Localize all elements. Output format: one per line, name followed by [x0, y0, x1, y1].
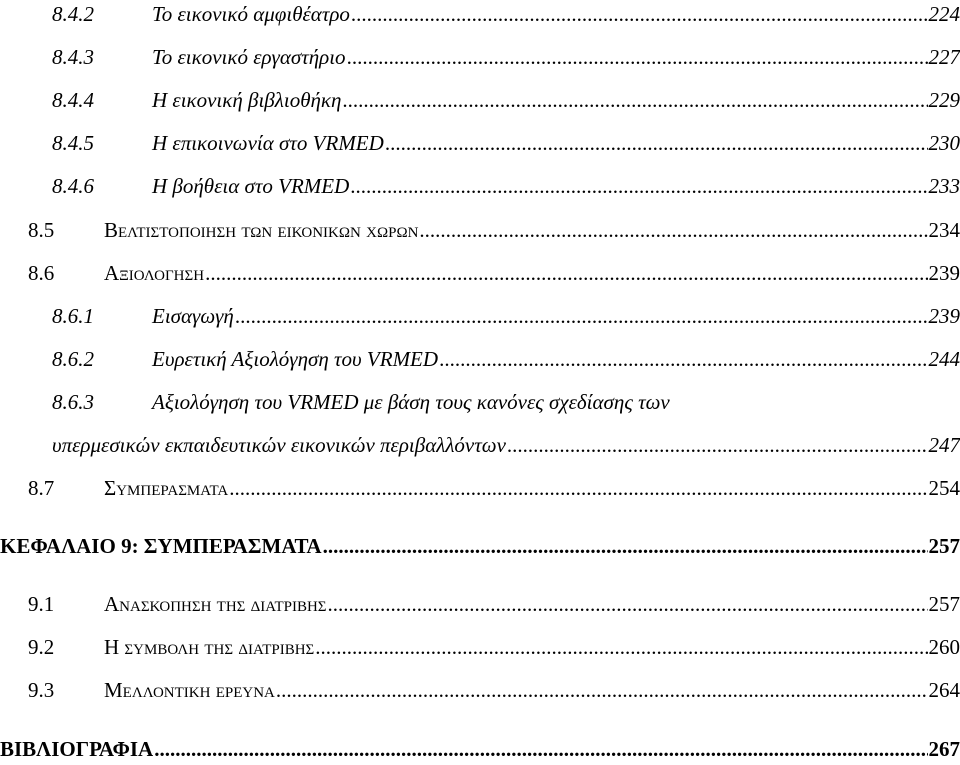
toc-entry[interactable] — [28, 635, 960, 659]
entry-page: 233 — [928, 174, 960, 198]
toc-entry[interactable] — [52, 174, 960, 198]
entry-number: 8.6.3 — [52, 390, 94, 414]
entry-title: Το εικονικό εργαστήριο — [152, 45, 346, 69]
entry-title: Ευρετική Αξιολόγηση του VRMED — [152, 347, 439, 371]
entry-title: Η βοήθεια στο VRMED — [152, 174, 350, 198]
entry-number: 9.3 — [28, 678, 55, 702]
leader-dots — [439, 347, 927, 371]
toc-entry[interactable] — [52, 433, 960, 457]
entry-title: Ανασκοπηση της διατριβης — [104, 592, 327, 616]
entry-title: Αξιολόγηση του VRMED με βάση τους κανόνες σχεδίασης των — [152, 390, 670, 414]
entry-title: Αξιολογηση — [104, 261, 205, 285]
toc-entry[interactable] — [28, 218, 960, 242]
entry-page: 239 — [928, 304, 960, 328]
entry-title: Η εικονική βιβλιοθήκη — [152, 88, 342, 112]
entry-page: 234 — [928, 218, 960, 242]
toc-entry[interactable] — [28, 592, 960, 616]
toc-entry[interactable] — [52, 347, 960, 371]
leader-dots — [154, 737, 927, 761]
entry-page: 230 — [928, 131, 960, 155]
entry-number: 8.4.5 — [52, 131, 94, 155]
toc-chapter-entry[interactable] — [0, 534, 960, 558]
toc-entry[interactable] — [28, 678, 960, 702]
entry-number: 8.4.6 — [52, 174, 94, 198]
entry-page: 244 — [928, 347, 960, 371]
leader-dots — [328, 592, 928, 616]
toc-chapter-entry[interactable] — [0, 737, 960, 761]
entry-page: 254 — [928, 476, 960, 500]
entry-title: Εισαγωγή — [152, 304, 234, 328]
entry-title: Η συμβολη της διατριβης — [104, 635, 315, 659]
leader-dots — [507, 433, 928, 457]
toc-entry[interactable] — [28, 261, 960, 285]
entry-page: 239 — [928, 261, 960, 285]
entry-number: 9.2 — [28, 635, 55, 659]
bibliography-page: 267 — [928, 737, 960, 761]
entry-number: 8.6.1 — [52, 304, 94, 328]
leader-dots — [350, 174, 927, 198]
entry-number: 8.5 — [28, 218, 55, 242]
leader-dots — [276, 678, 928, 702]
toc-entry[interactable] — [52, 88, 960, 112]
entry-page: 229 — [928, 88, 960, 112]
entry-number: 8.4.4 — [52, 88, 94, 112]
entry-page: 257 — [928, 592, 960, 616]
leader-dots — [235, 304, 928, 328]
leader-dots — [315, 635, 927, 659]
toc-entry[interactable] — [52, 2, 960, 26]
leader-dots — [323, 534, 928, 558]
entry-number: 8.6.2 — [52, 347, 94, 371]
leader-dots — [229, 476, 927, 500]
entry-page: 260 — [928, 635, 960, 659]
leader-dots — [342, 88, 927, 112]
leader-dots — [347, 45, 928, 69]
chapter-title: ΚΕΦΑΛΑΙΟ 9: ΣΥΜΠΕΡΑΣΜΑΤΑ — [0, 534, 322, 558]
entry-title: Το εικονικό αμφιθέατρο — [152, 2, 350, 26]
entry-number: 8.6 — [28, 261, 55, 285]
toc-entry[interactable] — [52, 131, 960, 155]
entry-page: 247 — [928, 433, 960, 457]
entry-number: 8.4.2 — [52, 2, 94, 26]
leader-dots — [385, 131, 928, 155]
entry-number: 8.7 — [28, 476, 55, 500]
leader-dots — [205, 261, 927, 285]
entry-number: 8.4.3 — [52, 45, 94, 69]
bibliography-title: ΒΙΒΛΙΟΓΡΑΦΙΑ — [0, 737, 154, 761]
entry-number: 9.1 — [28, 592, 55, 616]
entry-title: Μελλοντικη ερευνα — [104, 678, 275, 702]
entry-title: Βελτιστοποιηση των εικονικων χωρων — [104, 218, 419, 242]
chapter-page: 257 — [928, 534, 960, 558]
entry-page: 264 — [928, 678, 960, 702]
entry-page: 227 — [928, 45, 960, 69]
toc-entry[interactable] — [52, 304, 960, 328]
toc-entry[interactable] — [52, 45, 960, 69]
leader-dots — [419, 218, 927, 242]
entry-title: Η επικοινωνία στο VRMED — [152, 131, 384, 155]
entry-title-continued: υπερμεσικών εκπαιδευτικών εικονικών περιβαλλόντων — [52, 433, 506, 457]
entry-page: 224 — [928, 2, 960, 26]
leader-dots — [351, 2, 928, 26]
entry-title: Συμπερασματα — [104, 476, 229, 500]
toc-entry-first-line[interactable] — [52, 390, 670, 414]
toc-entry[interactable] — [28, 476, 960, 500]
